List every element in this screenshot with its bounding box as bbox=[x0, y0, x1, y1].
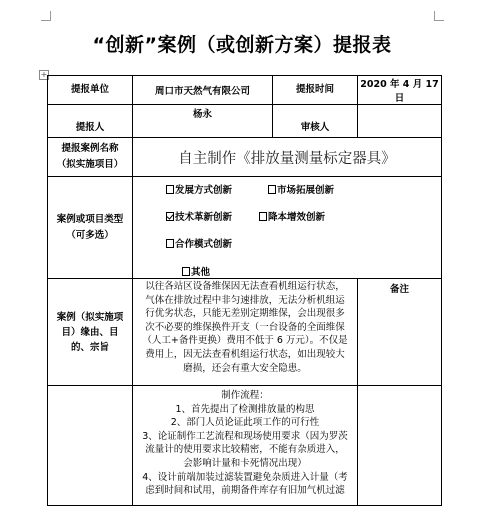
form-row-person bbox=[48, 105, 442, 138]
time-label: 提报时间 bbox=[273, 76, 358, 105]
reason-line: 气体在排放过程中非匀速排放，无法分析机组运 bbox=[145, 294, 345, 306]
case-name-label bbox=[48, 138, 133, 177]
note-label: 备注 bbox=[390, 284, 410, 295]
reason-label bbox=[48, 279, 133, 386]
reason-label-line-2: 目）缘由、目 bbox=[61, 326, 119, 338]
table-move-handle-icon[interactable]: + bbox=[40, 70, 48, 79]
process-line: 制作流程： bbox=[221, 390, 269, 401]
reason-line: 以往各站区设备维保因无法查看机组运行状态， bbox=[145, 281, 345, 292]
process-line: 流量计的使用要求比较精密，不能有杂质进入， bbox=[145, 444, 345, 456]
checkbox-checked-icon[interactable] bbox=[166, 212, 174, 221]
type-option-label: 降本增效创新 bbox=[268, 212, 326, 223]
process-line: 2、部门人员论证此项工作的可行性 bbox=[170, 417, 320, 429]
reason-line: 磨损，还会有重大安全隐患。 bbox=[183, 362, 307, 374]
case-type-label bbox=[48, 177, 133, 279]
reason-label-line-1: 案例（拟实施项 bbox=[56, 311, 124, 323]
checkbox-icon[interactable] bbox=[268, 185, 276, 194]
form-row-case-name bbox=[48, 138, 442, 177]
checkbox-icon[interactable] bbox=[182, 267, 190, 276]
person-label: 提报人 bbox=[48, 105, 133, 138]
reviewer-value[interactable] bbox=[358, 105, 442, 138]
case-type-options bbox=[133, 177, 442, 279]
page-corner-mark-right bbox=[434, 11, 444, 21]
case-name-value[interactable]: 自主制作《排放量测量标定器具》 bbox=[133, 138, 442, 177]
type-option-label: 发展方式创新 bbox=[175, 185, 233, 196]
time-value[interactable]: 2020 年 4 月 17 日 bbox=[358, 76, 442, 105]
form-row-process bbox=[48, 386, 442, 506]
process-text[interactable] bbox=[133, 386, 358, 506]
reason-line: （人工+备件更换）费用不低于 6 万元）。不仅是 bbox=[142, 335, 348, 347]
process-line: 虑到时间和试用，前期备件库存有旧加气机过滤 bbox=[145, 485, 345, 497]
case-type-label-line-1: 案例或项目类型 bbox=[56, 213, 124, 225]
process-line: 1、首先提出了检测排放量的构思 bbox=[175, 403, 315, 415]
process-line: 4、设计前端加装过滤装置避免杂质进入计量（考 bbox=[142, 471, 348, 483]
process-label-cell bbox=[48, 386, 133, 506]
unit-value[interactable]: 周口市天然气有限公司 bbox=[133, 76, 273, 105]
type-option-technology[interactable] bbox=[166, 209, 232, 223]
type-option-development[interactable] bbox=[166, 182, 232, 196]
type-option-label: 其他 bbox=[191, 267, 211, 278]
case-name-label-line-2: （拟实施项目） bbox=[56, 159, 124, 170]
reason-text[interactable] bbox=[133, 279, 358, 386]
type-option-cooperation[interactable] bbox=[166, 236, 232, 250]
reviewer-label: 审核人 bbox=[273, 105, 358, 138]
type-option-label: 技术革新创新 bbox=[175, 212, 233, 223]
reason-line: 行优劣状态，只能无差别定期维保，会出现很多 bbox=[145, 308, 345, 320]
note-cell[interactable] bbox=[358, 279, 442, 386]
reason-line: 次不必要的维保换件开支（一台设备的全面维保 bbox=[145, 321, 345, 333]
type-option-label: 合作模式创新 bbox=[175, 239, 233, 250]
form-row-reason bbox=[48, 279, 442, 386]
checkbox-icon[interactable] bbox=[166, 185, 174, 194]
case-type-label-line-2: （可多选） bbox=[66, 229, 114, 241]
page-corner-mark-left bbox=[41, 11, 51, 21]
form-row-case-type bbox=[48, 177, 442, 279]
process-line: 3、论证制作工艺流程和现场使用要求（因为罗茨 bbox=[142, 430, 348, 442]
report-form-table bbox=[47, 75, 442, 506]
type-option-market[interactable] bbox=[268, 182, 334, 196]
process-line: 会影响计量和卡死情况出现） bbox=[183, 457, 307, 469]
type-option-other[interactable] bbox=[182, 264, 210, 278]
form-row-unit bbox=[48, 76, 442, 105]
unit-label: 提报单位 bbox=[48, 76, 133, 105]
process-note-cell[interactable] bbox=[358, 386, 442, 506]
reason-line: 费用上，因无法查看机组运行状态，如出现较大 bbox=[145, 348, 345, 360]
reason-label-line-3: 的、宗旨 bbox=[70, 341, 109, 353]
document-title: “创新”案例（或创新方案）提报表 bbox=[92, 34, 392, 56]
type-option-cost-reduction[interactable] bbox=[259, 209, 325, 223]
checkbox-icon[interactable] bbox=[166, 239, 174, 248]
person-value[interactable]: 杨永 bbox=[133, 105, 273, 138]
type-option-label: 市场拓展创新 bbox=[277, 185, 335, 196]
checkbox-icon[interactable] bbox=[259, 212, 267, 221]
case-name-label-line-1: 提报案例名称 bbox=[61, 143, 119, 154]
